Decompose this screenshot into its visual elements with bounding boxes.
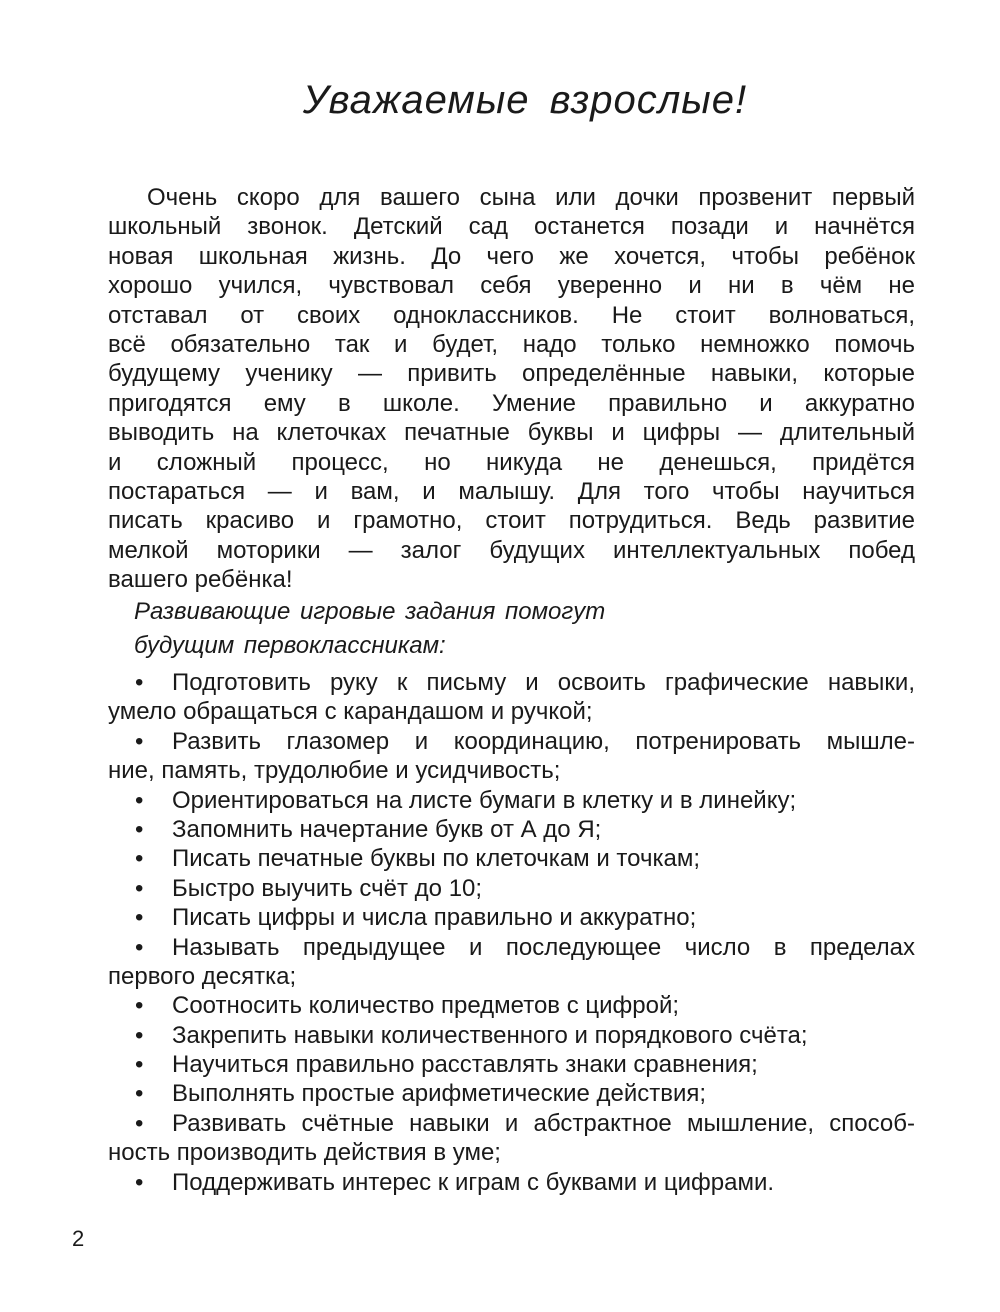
bullet-icon: • (135, 1080, 144, 1108)
bullet-icon: • (135, 727, 144, 755)
text-line: будущему ученику — привить определённые навыки, которые (108, 360, 915, 388)
text-line: новая школьная жизнь. До чего же хочется, чтобы ребёнок (108, 242, 915, 270)
bullet-list (108, 668, 915, 1197)
text-line: постараться — и вам, и малышу. Для того чтобы научиться (108, 477, 915, 505)
list-item-line (108, 991, 915, 1020)
list-item (108, 991, 915, 1020)
list-item-line (108, 933, 915, 962)
list-item-line (108, 727, 915, 756)
list-item-text: Запомнить начертание букв от А до Я; (172, 815, 602, 843)
list-item (108, 1079, 915, 1108)
list-item-text: Закрепить навыки количественного и порядкового счёта; (172, 1021, 808, 1049)
list-item-text: Быстро выучить счёт до 10; (172, 874, 483, 902)
text-line: пригодятся ему в школе. Умение правильно и аккуратно (108, 389, 915, 417)
intro-paragraph (108, 183, 915, 594)
list-item-line (108, 815, 915, 844)
subheading-line: Развивающие игровые задания помогут (134, 598, 606, 625)
list-item-text: Выполнять простые арифметические действия; (172, 1080, 707, 1108)
list-item-text: Ориентироваться на листе бумаги в клетку и в линейку; (172, 786, 797, 814)
list-item-line (108, 1109, 915, 1138)
list-item-text: Соотносить количество предметов с цифрой; (172, 992, 680, 1020)
list-item-text: Развить глазомер и координацию, потренировать мышле- (172, 727, 915, 755)
bullet-icon: • (135, 992, 144, 1020)
list-item-text: Называть предыдущее и последующее число в пределах (172, 933, 915, 961)
list-item-line: первого десятка; (108, 962, 297, 990)
bullet-icon: • (135, 815, 144, 843)
list-item (108, 1050, 915, 1079)
text-line: отставал от своих одноклассников. Не стоит волноваться, (108, 301, 915, 329)
list-item-line (108, 1021, 915, 1050)
bullet-icon: • (135, 786, 144, 814)
list-item (108, 727, 915, 786)
list-item (108, 903, 915, 932)
bullet-icon: • (135, 1021, 144, 1049)
list-item (108, 874, 915, 903)
list-item-line (108, 1079, 915, 1108)
list-item-text: Писать цифры и числа правильно и аккуратно; (172, 904, 697, 932)
list-item-text: Развивать счётные навыки и абстрактное мышление, способ- (172, 1109, 915, 1137)
list-item (108, 933, 915, 992)
list-item-text: Поддерживать интерес к играм с буквами и цифрами. (172, 1168, 775, 1196)
bullet-icon: • (135, 933, 144, 961)
subheading-line: будущим первоклассникам: (134, 632, 446, 659)
list-item-line: ность производить действия в уме; (108, 1139, 501, 1167)
list-item-line (108, 668, 915, 697)
list-item (108, 844, 915, 873)
list-item (108, 1021, 915, 1050)
subheading (108, 595, 915, 663)
page-title: Уважаемые взрослые! (302, 78, 748, 122)
list-item-line: умело обращаться с карандашом и ручкой; (108, 698, 593, 726)
bullet-icon: • (135, 845, 144, 873)
list-item-line (108, 903, 915, 932)
list-item (108, 786, 915, 815)
bullet-icon: • (135, 1051, 144, 1079)
list-item-text: Подготовить руку к письму и освоить графические навыки, (172, 669, 915, 696)
text-line: всё обязательно так и будет, надо только немножко помочь (108, 330, 915, 358)
list-item (108, 1168, 915, 1197)
list-item (108, 1109, 915, 1168)
page-number: 2 (72, 1226, 85, 1251)
list-item (108, 668, 915, 727)
list-item-line: ние, память, трудолюбие и усидчивость; (108, 757, 561, 785)
text-line: выводить на клеточках печатные буквы и цифры — длительный (108, 419, 915, 447)
bullet-icon: • (135, 1168, 144, 1196)
list-item-text: Писать печатные буквы по клеточкам и точкам; (172, 845, 700, 873)
list-item-line (108, 874, 915, 903)
bullet-icon: • (135, 1109, 144, 1137)
list-item-line (108, 1050, 915, 1079)
text-line: вашего ребёнка! (108, 566, 293, 594)
list-item-line (108, 1168, 915, 1197)
bullet-icon: • (135, 669, 144, 696)
text-line: и сложный процесс, но никуда не денешься, придётся (108, 448, 915, 476)
text-line: хорошо учился, чувствовал себя уверенно и ни в чём не (108, 272, 915, 300)
text-line: школьный звонок. Детский сад останется позади и начнётся (108, 213, 915, 241)
list-item (108, 815, 915, 844)
text-line: Очень скоро для вашего сына или дочки прозвенит первый (147, 184, 915, 211)
bullet-icon: • (135, 874, 144, 902)
list-item-text: Научиться правильно расставлять знаки сравнения; (172, 1051, 758, 1079)
text-line: мелкой моторики — залог будущих интеллектуальных побед (108, 536, 915, 564)
text-line: писать красиво и грамотно, стоит потрудиться. Ведь развитие (108, 507, 915, 535)
bullet-icon: • (135, 904, 144, 932)
list-item-line (108, 844, 915, 873)
list-item-line (108, 786, 915, 815)
